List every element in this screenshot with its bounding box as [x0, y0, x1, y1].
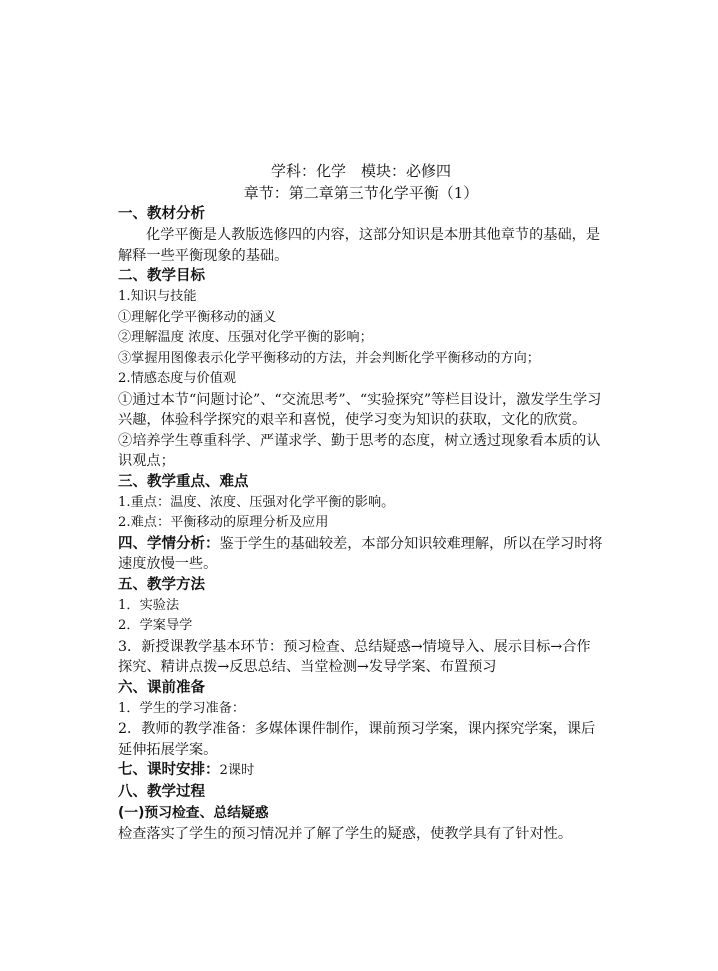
- section-2-sub-1: 1.知识与技能: [118, 289, 197, 304]
- section-5-item-1: 1．实验法: [118, 597, 180, 613]
- section-heading-6: 六、课前准备: [118, 679, 205, 696]
- section-8-sub-1: (一)预习检查、总结疑惑: [118, 804, 269, 821]
- document-body: [118, 160, 604, 844]
- section-heading-5: 五、教学方法: [118, 576, 205, 593]
- section-heading-2: 二、教学目标: [118, 268, 205, 284]
- section-5-item-3: 3．新授课教学基本环节：预习检查、总结疑惑→情境导入、展示目标→合作探究、精讲点拨→反思总结、当堂检测→发导学案、布置预习: [118, 638, 591, 675]
- section-4-paragraph: [118, 534, 604, 575]
- section-heading-8: 八、教学过程: [118, 783, 205, 800]
- chapter-line: 章节：第二章第三节化学平衡（1）: [243, 184, 479, 202]
- section-1-text: 化学平衡是人教版选修四的内容，这部分知识是本册其他章节的基础，是解释一些平衡现象的基础。: [118, 227, 601, 264]
- section-3-item-2: 2.难点：平衡移动的原理分析及应用: [118, 515, 329, 530]
- section-2-item-3: ③掌握用图像表示化学平衡移动的方法，并会判断化学平衡移动的方向；: [118, 350, 540, 366]
- section-2-item-1: ①理解化学平衡移动的涵义: [118, 309, 277, 325]
- section-2-sub-2: 2.情感态度与价值观: [118, 371, 237, 386]
- section-3-item-1: 1.重点：温度、浓度、压强对化学平衡的影响。: [118, 494, 395, 510]
- section-heading-3: 三、教学重点、难点: [118, 473, 249, 490]
- section-7-paragraph: [118, 760, 604, 782]
- section-2-item-4: ①通过本节“问题讨论”、“交流思考”、“实验探究”等栏目设计，激发学生学习兴趣，体验科学探究的艰辛和喜悦，使学习变为知识的获取，文化的欣赏。: [118, 391, 602, 428]
- section-heading-4: 四、学情分析：: [118, 535, 220, 552]
- section-5-item-2: 2．学案导学: [118, 618, 193, 633]
- section-heading-7: 七、课时安排：: [118, 762, 220, 778]
- section-2-item-2: ②理解温度 浓度、压强对化学平衡的影响；: [118, 330, 373, 345]
- section-heading-1: 一、教材分析: [118, 206, 205, 222]
- section-6-item-1: 1．学生的学习准备：: [118, 700, 246, 716]
- section-2-item-5: ②培养学生尊重科学、严谨求学、勤于思考的态度，树立透过现象看本质的认识观点；: [118, 432, 601, 469]
- section-6-item-2: 2．教师的教学准备：多媒体课件制作，课前预习学案，课内探究学案，课后延伸拓展学案。: [118, 721, 596, 758]
- section-8-text: 检查落实了学生的预习情况并了解了学生的疑惑，使教学具有了针对性。: [118, 825, 573, 842]
- section-4-text: 鉴于学生的基础较差，本部分知识较难理解，所以在学习时将速度放慢一些。: [118, 535, 603, 572]
- section-7-text: 2课时: [219, 763, 255, 778]
- subject-line: 学科：化学 模块：必修四: [270, 162, 451, 180]
